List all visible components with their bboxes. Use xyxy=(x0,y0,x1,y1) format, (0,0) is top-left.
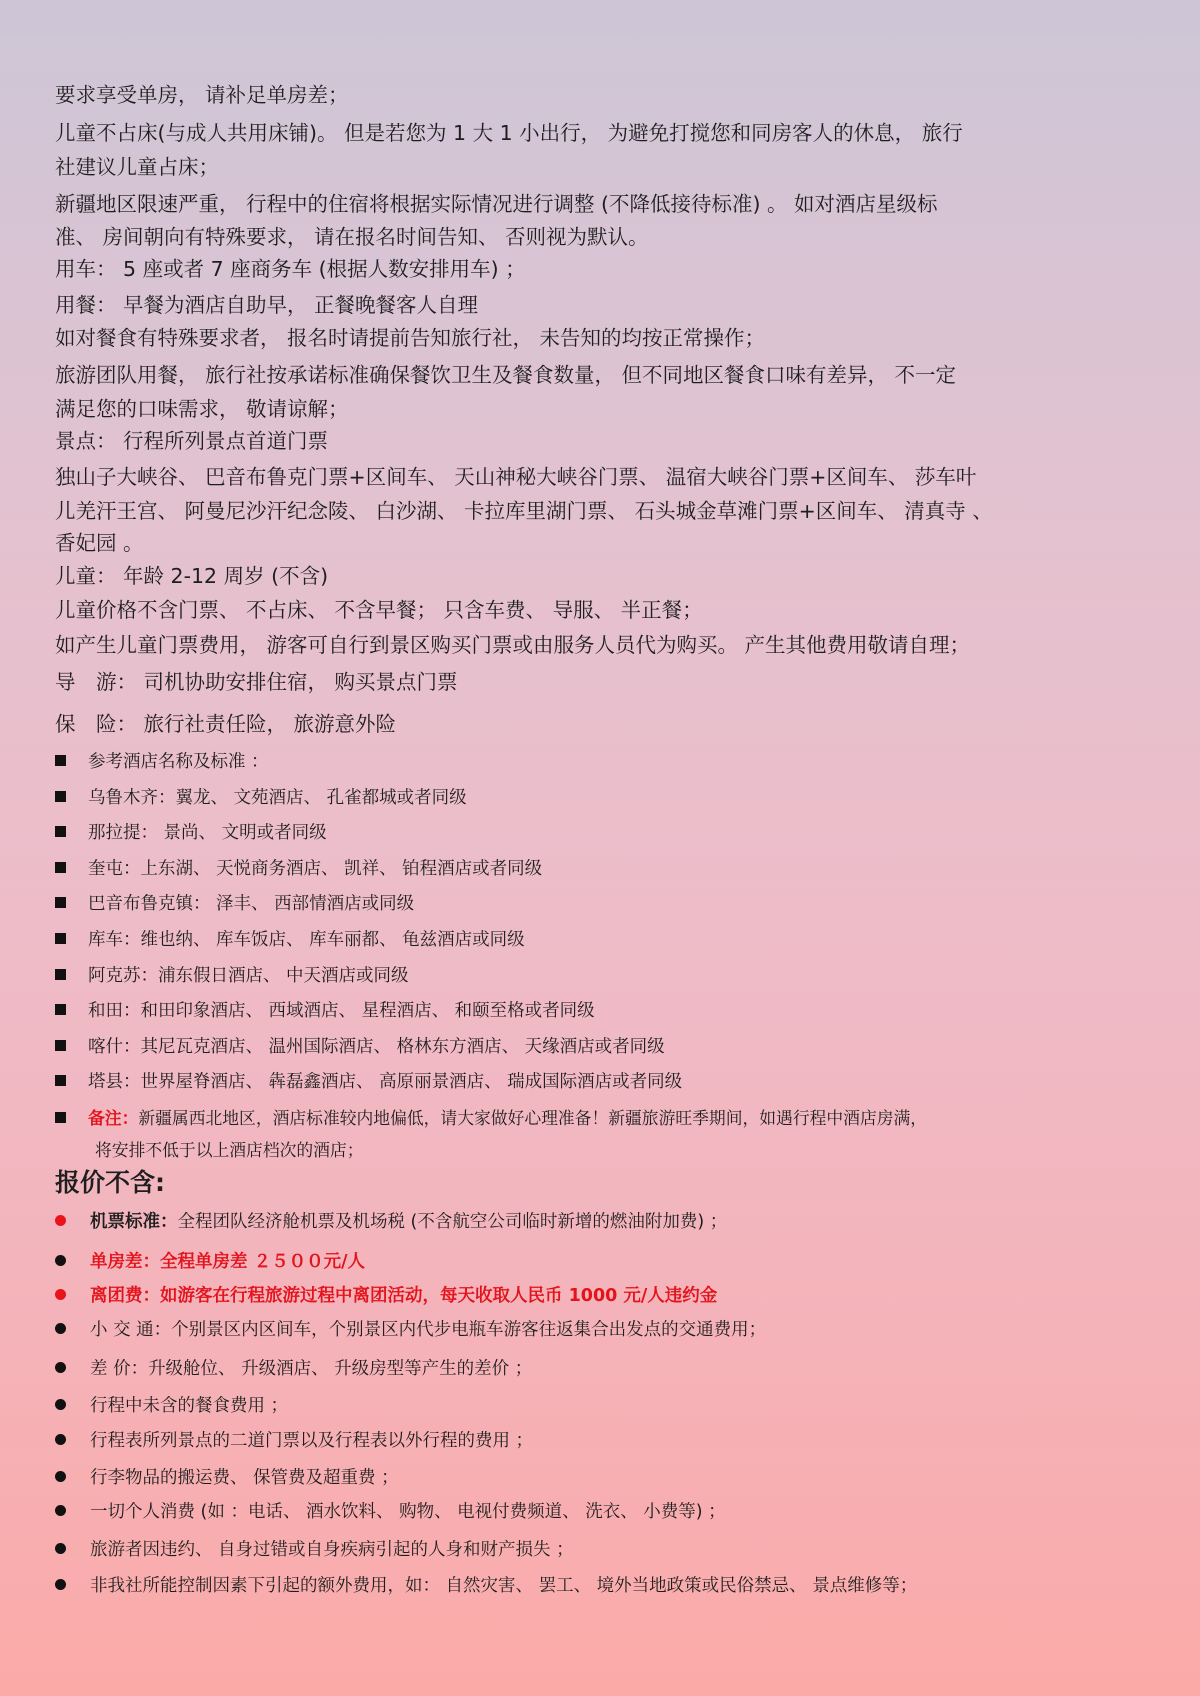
hotel-list-item xyxy=(55,1070,682,1094)
text-line: 儿童价格不含门票、 不占床、 不含早餐； 只含车费、 导服、 半正餐； xyxy=(55,598,703,622)
hotel-note-continuation: 将安排不低于以上酒店档次的酒店； xyxy=(95,1140,364,1160)
bullet-icon xyxy=(55,1399,66,1410)
square-bullet-icon xyxy=(55,862,66,873)
text-line: 独山子大峡谷、 巴音布鲁克门票+区间车、 天山神秘大峡谷门票、 温宿大峡谷门票+区间车、 莎车叶 xyxy=(55,465,977,489)
hotel-list-text: 乌鲁木齐：翼龙、 文苑酒店、 孔雀都城或者同级 xyxy=(88,788,467,808)
exclusion-item xyxy=(55,1538,574,1562)
text-line: 保 险： 旅行社责任险， 旅游意外险 xyxy=(55,712,397,736)
text-line: 准、 房间朝向有特殊要求， 请在报名时间告知、 否则视为默认。 xyxy=(55,225,649,249)
text-line: 儿童不占床(与成人共用床铺)。 但是若您为 1 大 1 小出行， 为避免打搅您和同房客人的休息， 旅行 xyxy=(55,121,963,145)
text-line: 景点： 行程所列景点首道门票 xyxy=(55,429,329,453)
square-bullet-icon xyxy=(55,791,66,802)
bullet-icon xyxy=(55,1579,66,1590)
hotel-list-text: 奎屯：上东湖、 天悦商务酒店、 凯祥、 铂程酒店或者同级 xyxy=(88,859,543,879)
square-bullet-icon xyxy=(55,933,66,944)
text-line: 香妃园 。 xyxy=(55,531,144,555)
text-line: 儿羌汗王宫、 阿曼尼沙汗纪念陵、 白沙湖、 卡拉库里湖门票、 石头城金草滩门票+区间车、 清真寺 、 xyxy=(55,499,993,523)
hotel-list-item xyxy=(55,821,327,845)
exclusions-heading: 报价不含: xyxy=(55,1168,165,1197)
exclusion-text: 差 价：升级舱位、 升级酒店、 升级房型等产生的差价 ； xyxy=(90,1359,533,1379)
hotel-list-item xyxy=(55,928,525,952)
hotel-list-text: 那拉提： 景尚、 文明或者同级 xyxy=(88,823,327,843)
exclusion-item xyxy=(55,1357,532,1381)
text-line: 要求享受单房， 请补足单房差； xyxy=(55,83,349,107)
text-line: 如对餐食有特殊要求者， 报名时请提前告知旅行社， 未告知的均按正常操作； xyxy=(55,326,766,350)
hotel-list-item xyxy=(55,750,269,774)
text-line: 用车： 5 座或者 7 座商务车 (根据人数安排用车) ； xyxy=(55,257,526,281)
exclusion-text: 小 交 通：个别景区内区间车，个别景区内代步电瓶车游客往返集合出发点的交通费用； xyxy=(90,1320,767,1340)
hotel-note xyxy=(55,1106,927,1130)
single-room-text: 单房差：全程单房差 ２５００元/人 xyxy=(90,1252,365,1272)
exclusion-text: 一切个人消费 (如 ：电话、 酒水饮料、 购物、 电视付费频道、 洗衣、 小费等) ； xyxy=(90,1502,726,1522)
bullet-icon xyxy=(55,1505,66,1516)
airfare-label: 机票标准： xyxy=(90,1212,178,1232)
hotel-list-text: 参考酒店名称及标准 ： xyxy=(88,752,269,772)
text-line: 如产生儿童门票费用， 游客可自行到景区购买门票或由服务人员代为购买。 产生其他费用敬请自理； xyxy=(55,633,971,657)
leave-group-text: 离团费：如游客在行程旅游过程中离团活动，每天收取人民币 1000 元/人违约金 xyxy=(90,1286,718,1306)
square-bullet-icon xyxy=(55,897,66,908)
hotel-list-text: 和田：和田印象酒店、 西域酒店、 星程酒店、 和颐至格或者同级 xyxy=(88,1001,595,1021)
bullet-icon xyxy=(55,1362,66,1373)
square-bullet-icon xyxy=(55,826,66,837)
exclusion-item xyxy=(55,1429,533,1453)
hotel-list-item xyxy=(55,892,414,916)
airfare-text: 全程团队经济舱机票及机场税 (不含航空公司临时新增的燃油附加费) ； xyxy=(177,1212,728,1232)
exclusion-text: 行程中未含的餐食费用 ； xyxy=(90,1396,289,1416)
exclusion-item-leave-group xyxy=(55,1284,717,1308)
hotel-list-text: 巴音布鲁克镇： 泽丰、 西部情酒店或同级 xyxy=(88,894,415,914)
exclusion-item-single-room xyxy=(55,1250,365,1274)
note-label: 备注： xyxy=(88,1108,139,1128)
bullet-icon xyxy=(55,1471,66,1482)
square-bullet-icon xyxy=(55,1040,66,1051)
square-bullet-icon xyxy=(55,1075,66,1086)
bullet-icon xyxy=(55,1434,66,1445)
text-line: 用餐： 早餐为酒店自助早， 正餐晚餐客人自理 xyxy=(55,293,479,317)
exclusion-item-airfare xyxy=(55,1210,727,1234)
hotel-list-text: 塔县：世界屋脊酒店、 犇磊鑫酒店、 高原丽景酒店、 瑞成国际酒店或者同级 xyxy=(88,1072,683,1092)
hotel-list-text: 阿克苏：浦东假日酒店、 中天酒店或同级 xyxy=(88,966,409,986)
exclusion-text: 旅游者因违约、 自身过错或自身疾病引起的人身和财产损失 ； xyxy=(90,1540,574,1560)
note-text: 新疆属西北地区，酒店标准较内地偏低，请大家做好心理准备！新疆旅游旺季期间，如遇行程中酒店房满， xyxy=(138,1108,928,1128)
exclusion-item xyxy=(55,1318,766,1342)
hotel-list-text: 库车：维也纳、 库车饭店、 库车丽都、 龟兹酒店或同级 xyxy=(88,930,525,950)
bullet-icon xyxy=(55,1323,66,1334)
exclusion-text: 非我社所能控制因素下引起的额外费用，如： 自然灾害、 罢工、 境外当地政策或民俗禁忌、 景点维修等； xyxy=(90,1576,918,1596)
hotel-list-item xyxy=(55,857,542,881)
text-line: 导 游： 司机协助安排住宿， 购买景点门票 xyxy=(55,670,458,694)
hotel-list-item xyxy=(55,786,467,810)
exclusion-text: 行程表所列景点的二道门票以及行程表以外行程的费用 ； xyxy=(90,1431,534,1451)
exclusion-item xyxy=(55,1466,399,1490)
text-line: 儿童： 年龄 2-12 周岁 (不含) xyxy=(55,564,329,588)
text-line: 旅游团队用餐， 旅行社按承诺标准确保餐饮卫生及餐食数量， 但不同地区餐食口味有差异， 不一定 xyxy=(55,363,957,387)
bullet-icon xyxy=(55,1255,66,1266)
square-bullet-icon xyxy=(55,1004,66,1015)
square-bullet-icon xyxy=(55,1112,66,1123)
hotel-list-text: 喀什：其尼瓦克酒店、 温州国际酒店、 格林东方酒店、 天缘酒店或者同级 xyxy=(88,1037,665,1057)
exclusion-item xyxy=(55,1500,726,1524)
hotel-list-item xyxy=(55,1035,665,1059)
text-line: 社建议儿童占床； xyxy=(55,155,219,179)
red-bullet-icon xyxy=(55,1215,66,1226)
exclusion-item xyxy=(55,1394,288,1418)
hotel-list-item xyxy=(55,999,595,1023)
text-line: 新疆地区限速严重， 行程中的住宿将根据实际情况进行调整 (不降低接待标准) 。 如对酒店星级标 xyxy=(55,192,938,216)
red-bullet-icon xyxy=(55,1289,66,1300)
square-bullet-icon xyxy=(55,969,66,980)
exclusion-item xyxy=(55,1574,917,1598)
hotel-list-item xyxy=(55,964,409,988)
text-line: 满足您的口味需求， 敬请谅解； xyxy=(55,397,349,421)
exclusion-text: 行李物品的搬运费、 保管费及超重费 ； xyxy=(90,1468,399,1488)
square-bullet-icon xyxy=(55,755,66,766)
bullet-icon xyxy=(55,1543,66,1554)
